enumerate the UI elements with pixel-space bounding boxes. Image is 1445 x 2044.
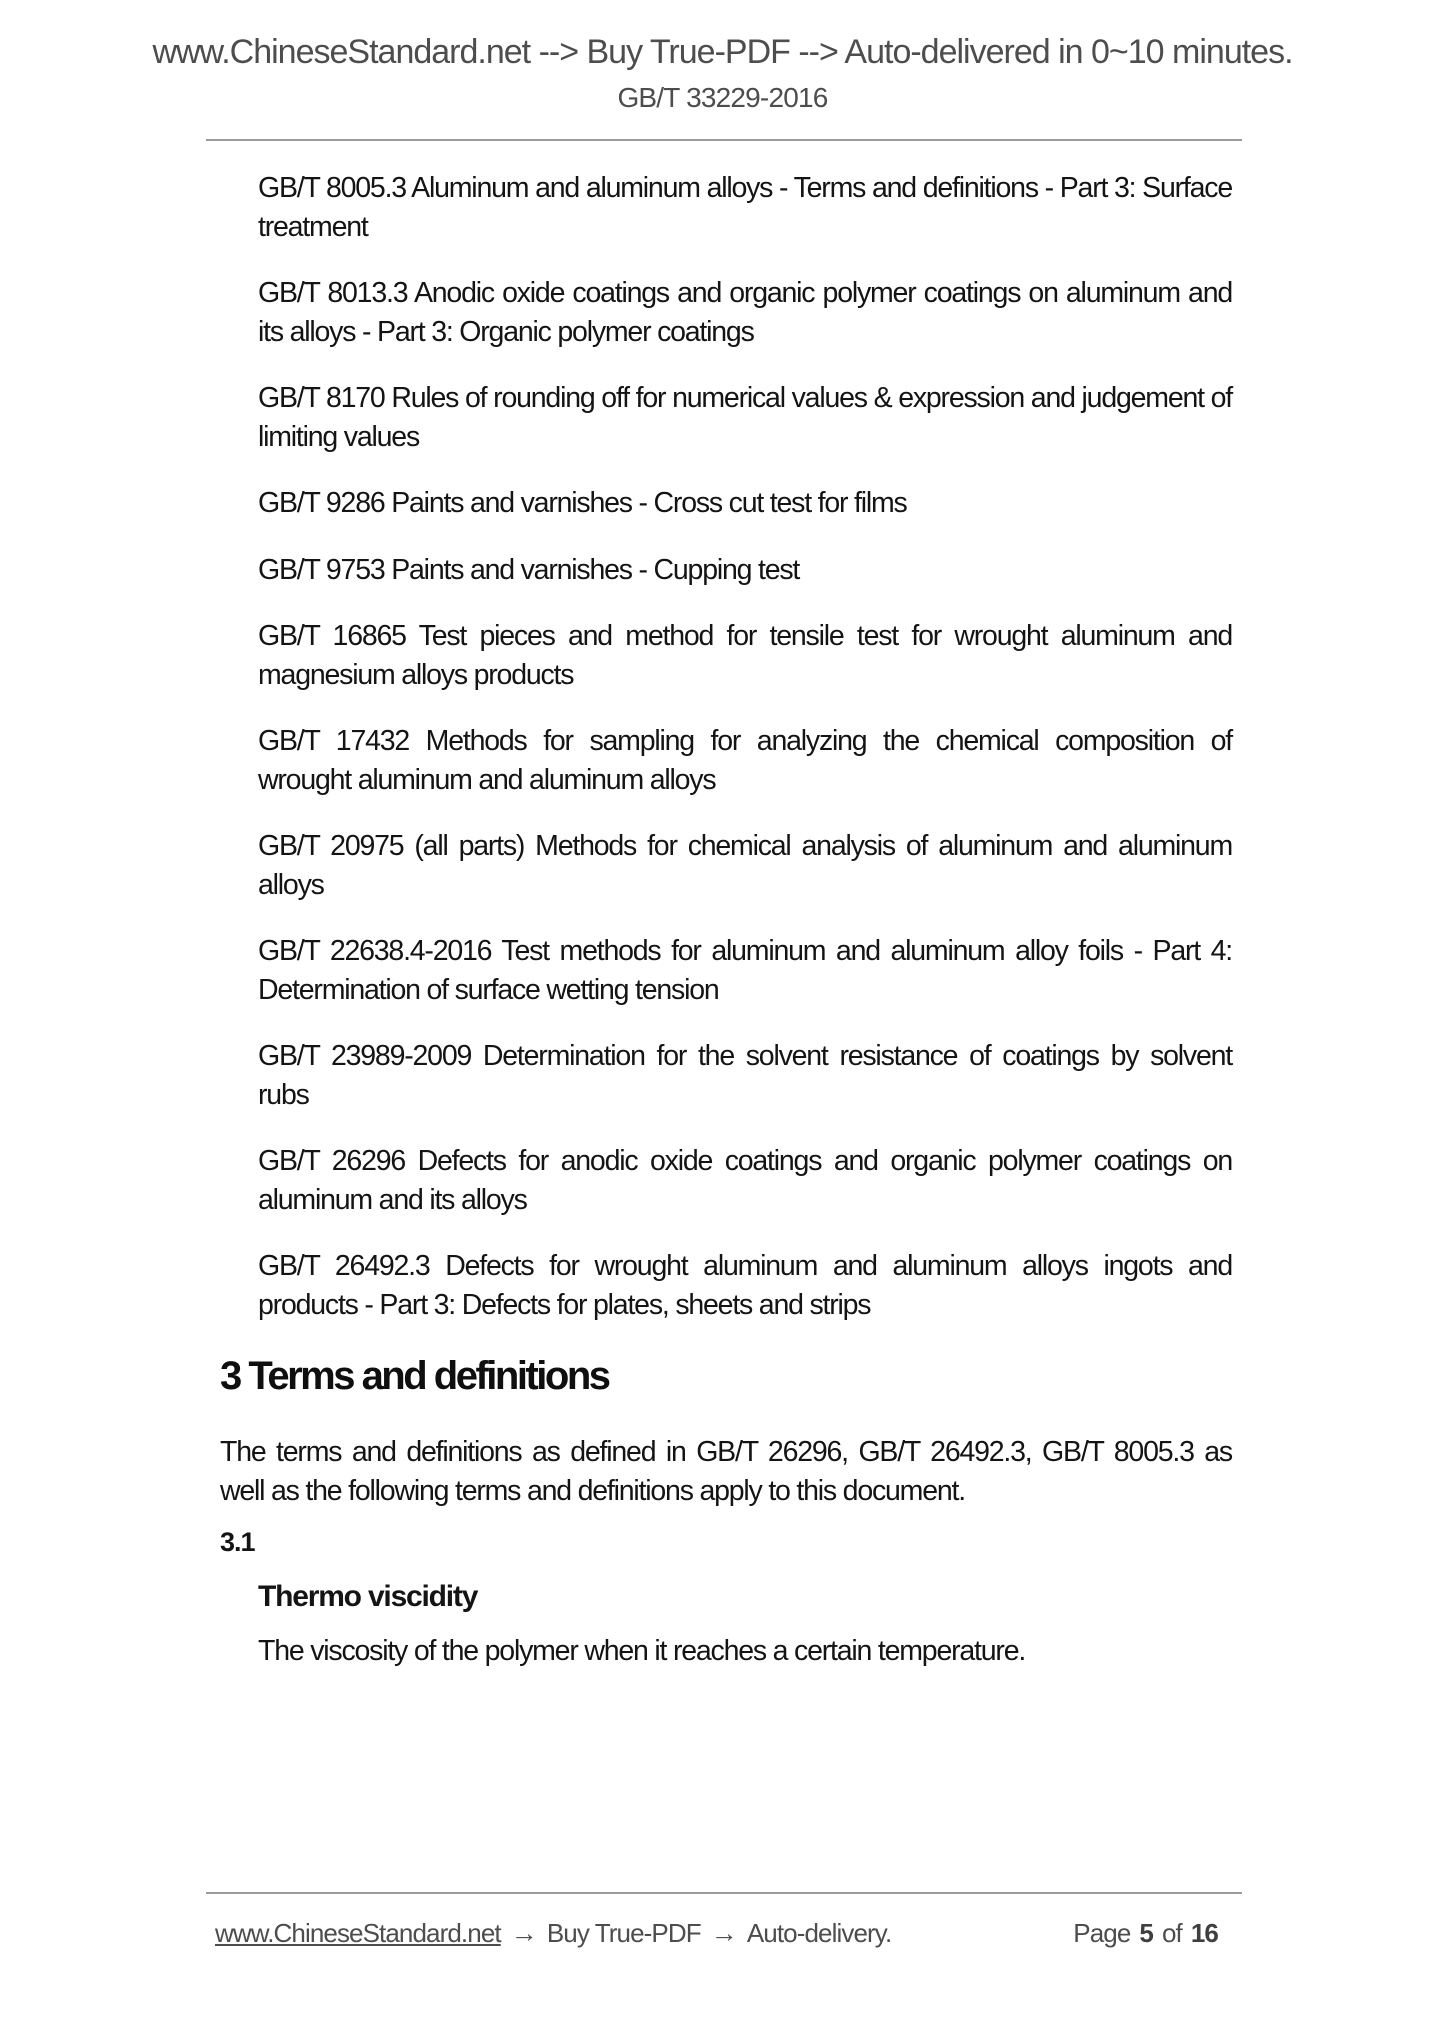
section-intro-paragraph: The terms and definitions as defined in GB/T 26296, GB/T 26492.3, GB/T 8005.3 as well as the following terms and definitions apply to this document. <box>220 1436 1232 1507</box>
right-arrow-icon: → <box>510 1918 537 1948</box>
page-label: Page <box>1073 1918 1131 1948</box>
reference-item: GB/T 17432 Methods for sampling for analyzing the chemical composition of wrought aluminum and aluminum alloys <box>258 725 1232 796</box>
term-definition: The viscosity of the polymer when it reaches a certain temperature. <box>258 1635 1026 1667</box>
page-header <box>0 33 1445 114</box>
page-current: 5 <box>1139 1918 1153 1948</box>
reference-item: GB/T 22638.4-2016 Test methods for aluminum and aluminum alloy foils - Part 4: Determination of surface wetting tension <box>258 935 1232 1006</box>
page-total: 16 <box>1190 1918 1218 1948</box>
footer-delivery-text: Auto-delivery. <box>746 1918 892 1948</box>
right-arrow-icon: → <box>710 1918 737 1948</box>
reference-item: GB/T 8005.3 Aluminum and aluminum alloys - Terms and definitions - Part 3: Surface treatment <box>258 172 1232 243</box>
header-banner-text: www.ChineseStandard.net --> Buy True-PDF --> Auto-delivered in 0~10 minutes. <box>152 33 1293 71</box>
reference-item: GB/T 8170 Rules of rounding off for numerical values & expression and judgement of limiting values <box>258 382 1232 453</box>
document-body <box>220 169 1232 1671</box>
section-heading: 3 Terms and definitions <box>220 1354 609 1398</box>
page-indicator <box>1073 1916 1218 1950</box>
page-footer <box>215 1916 1218 1950</box>
document-number: GB/T 33229-2016 <box>617 82 828 113</box>
reference-item: GB/T 26296 Defects for anodic oxide coatings and organic polymer coatings on aluminum and its alloys <box>258 1145 1232 1216</box>
term-title: Thermo viscidity <box>258 1579 478 1613</box>
normative-references-list <box>258 169 1232 1324</box>
footer-left-text <box>215 1916 891 1950</box>
page-of: of <box>1161 1918 1182 1948</box>
footer-website-link[interactable]: www.ChineseStandard.net <box>215 1918 501 1948</box>
clause-number: 3.1 <box>220 1527 255 1557</box>
reference-item: GB/T 9753 Paints and varnishes - Cupping test <box>258 553 800 586</box>
header-divider <box>206 139 1242 141</box>
reference-item: GB/T 23989-2009 Determination for the solvent resistance of coatings by solvent rubs <box>258 1040 1232 1111</box>
reference-item: GB/T 20975 (all parts) Methods for chemical analysis of aluminum and aluminum alloys <box>258 830 1232 901</box>
reference-item: GB/T 16865 Test pieces and method for tensile test for wrought aluminum and magnesium alloys products <box>258 620 1232 691</box>
footer-divider <box>206 1892 1242 1894</box>
reference-item: GB/T 9286 Paints and varnishes - Cross cut test for films <box>258 487 907 519</box>
reference-item: GB/T 26492.3 Defects for wrought aluminum and aluminum alloys ingots and products - Part 3: Defects for plates, sheets and strips <box>258 1250 1232 1321</box>
footer-buy-text: Buy True-PDF <box>546 1918 701 1948</box>
reference-item: GB/T 8013.3 Anodic oxide coatings and organic polymer coatings on aluminum and its alloys - Part 3: Organic polymer coatings <box>258 277 1232 348</box>
